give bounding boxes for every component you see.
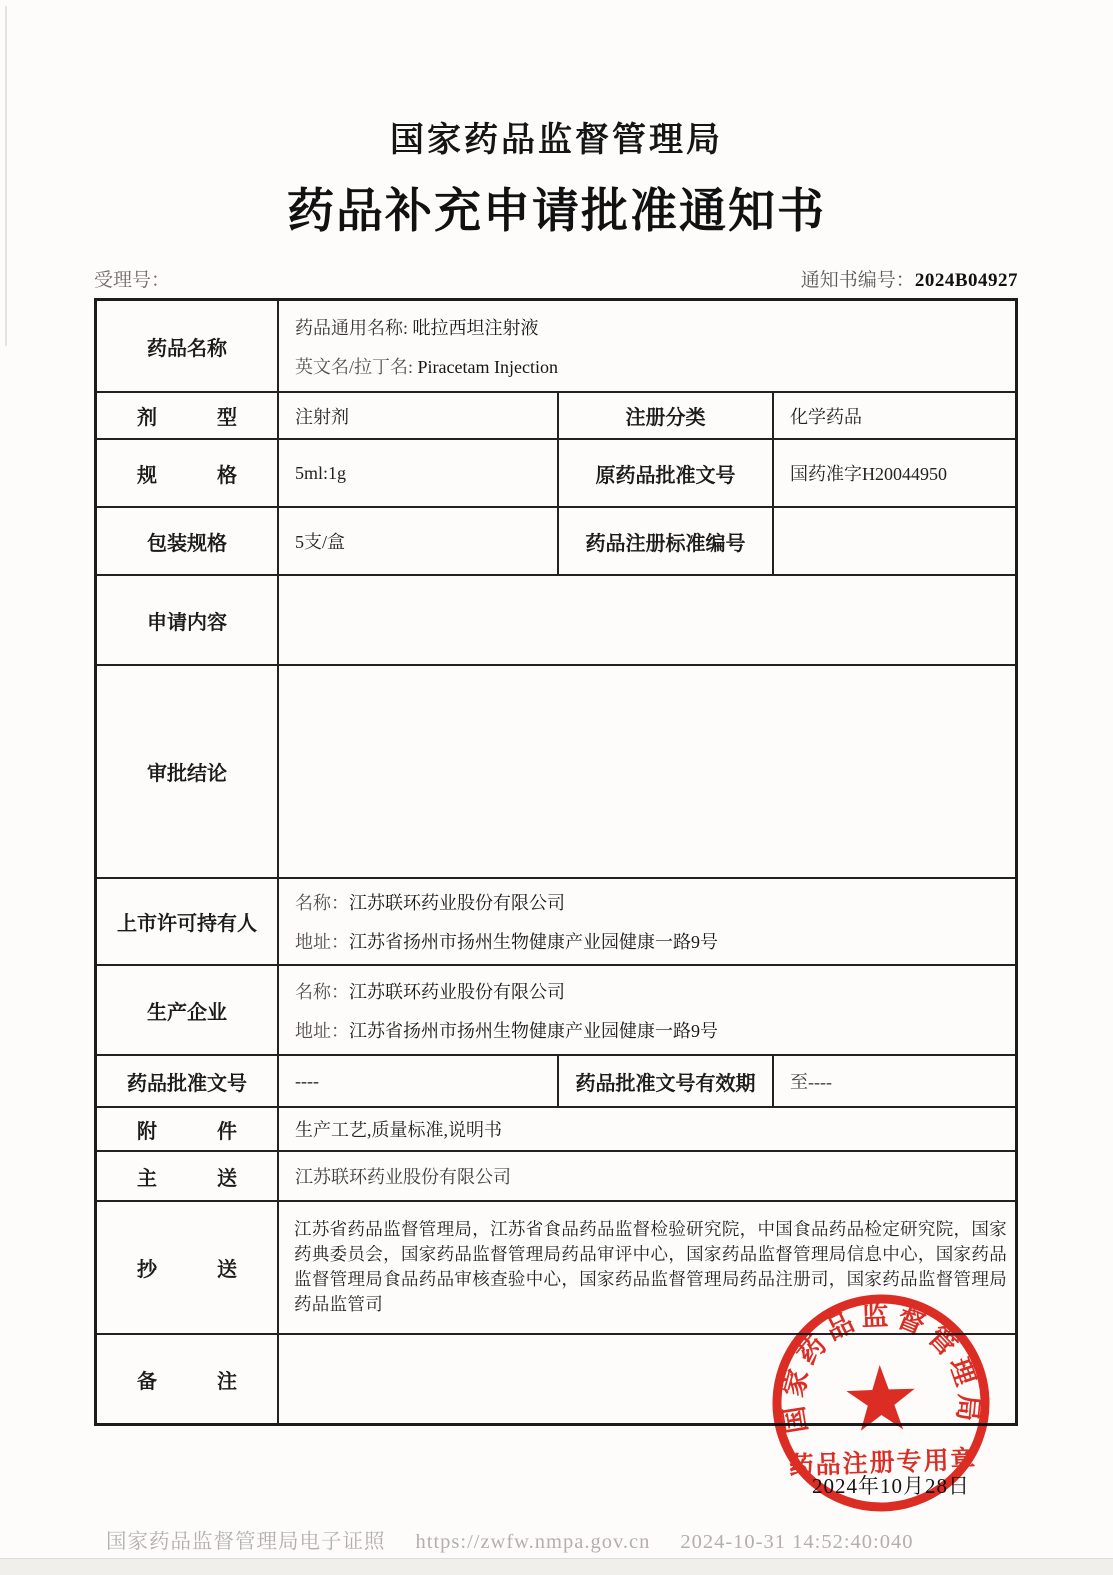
doc-title: 药品补充申请批准通知书 [287, 186, 826, 238]
holder-addr-line: 地址：江苏省扬州市扬州生物健康产业园健康一路9号 [295, 932, 718, 952]
copy-send-value: 江苏省药品监督管理局，江苏省食品药品监督检验研究院，中国食品药品检定研究院，国家药典委员会，国家药品监督管理局药品审评中心，国家药品监督管理局信息中心，国家药品监督管理局食品药品审核查验中心，国家药品监督管理局药品注册司，国家药品监督管理局药品监管司 [294, 1219, 1007, 1314]
manufacturer-cell [279, 966, 1015, 1054]
issue-date: 2024年10月28日 [812, 1474, 970, 1498]
row-attachments [97, 1108, 1015, 1152]
scan-bottom-strip [0, 1558, 1113, 1575]
dosage-form-label: 剂 型 [97, 393, 279, 438]
approval-conclusion-label: 审批结论 [97, 666, 279, 877]
specification-value: 5ml:1g [279, 440, 559, 506]
drug-name-label: 药品名称 [97, 301, 279, 391]
registration-class-label: 注册分类 [559, 393, 774, 438]
footer-certification [106, 1524, 1026, 1554]
row-dosage-form [97, 393, 1015, 440]
approval-no-value: ---- [279, 1056, 559, 1106]
notice-no-value: 2024B04927 [914, 270, 1018, 291]
package-spec-label: 包装规格 [97, 508, 279, 574]
footer-cert-text: 国家药品监督管理局电子证照 [106, 1531, 386, 1553]
notice-no [801, 265, 1018, 292]
dosage-form-value: 注射剂 [279, 393, 559, 438]
remarks-label: 备 注 [97, 1335, 279, 1423]
application-content-value [279, 576, 1015, 664]
attachments-label: 附 件 [97, 1108, 279, 1150]
approval-validity-value: 至---- [790, 1072, 832, 1092]
row-specification [97, 440, 1015, 508]
copy-send-label: 抄 送 [97, 1202, 279, 1333]
notice-no-label: 通知书编号： [800, 270, 915, 291]
footer-url: https://zwfw.nmpa.gov.cn [415, 1531, 651, 1553]
registration-std-no-value [774, 508, 1015, 574]
approval-no-label: 药品批准文号 [97, 1056, 279, 1106]
package-spec-value: 5支/盒 [279, 508, 559, 574]
license-holder-label: 上市许可持有人 [97, 879, 279, 964]
approval-table [94, 298, 1018, 1426]
row-main-send [97, 1152, 1015, 1202]
row-approval-conclusion [97, 666, 1015, 879]
org-title: 国家药品监督管理局 [390, 122, 723, 159]
stamp-bottom-text: 药品注册专用章 [788, 1446, 979, 1481]
original-approval-no-label: 原药品批准文号 [559, 440, 774, 506]
drug-name-cell [279, 301, 1015, 391]
meta-row [94, 262, 1018, 292]
row-application-content [97, 576, 1015, 666]
original-approval-no-value: 国药准字H20044950 [790, 464, 947, 484]
row-approval-no [97, 1056, 1015, 1108]
generic-name-line: 药品通用名称: 吡拉西坦注射液 [295, 317, 539, 338]
acceptance-no-label: 受理号： [94, 270, 171, 291]
holder-name-line: 名称：江苏联环药业股份有限公司 [295, 893, 565, 913]
row-drug-name [97, 301, 1015, 393]
approval-validity-label: 药品批准文号有效期 [559, 1056, 774, 1106]
row-manufacturer [97, 966, 1015, 1056]
attachments-value: 生产工艺,质量标准,说明书 [295, 1120, 502, 1140]
official-stamp [762, 1284, 1000, 1522]
row-package-spec [97, 508, 1015, 576]
english-name-line: 英文名/拉丁名: Piracetam Injection [295, 356, 558, 377]
application-content-label: 申请内容 [97, 576, 279, 664]
manufacturer-label: 生产企业 [97, 966, 279, 1054]
main-send-value: 江苏联环药业股份有限公司 [295, 1167, 511, 1187]
row-license-holder [97, 879, 1015, 966]
stamp-ring-text: 国家药品监督管理局 [777, 1300, 985, 1436]
approval-conclusion-value [279, 666, 1015, 877]
main-send-label: 主 送 [97, 1152, 279, 1200]
registration-class-value: 化学药品 [790, 406, 862, 427]
manufacturer-name-line: 名称：江苏联环药业股份有限公司 [295, 981, 565, 1002]
license-holder-cell [279, 879, 1015, 964]
specification-label: 规 格 [97, 440, 279, 506]
footer-timestamp: 2024-10-31 14:52:40:040 [680, 1531, 914, 1553]
registration-std-no-label: 药品注册标准编号 [559, 508, 774, 574]
stamp-star-icon [845, 1364, 916, 1431]
manufacturer-addr-line: 地址：江苏省扬州市扬州生物健康产业园健康一路9号 [295, 1020, 718, 1041]
